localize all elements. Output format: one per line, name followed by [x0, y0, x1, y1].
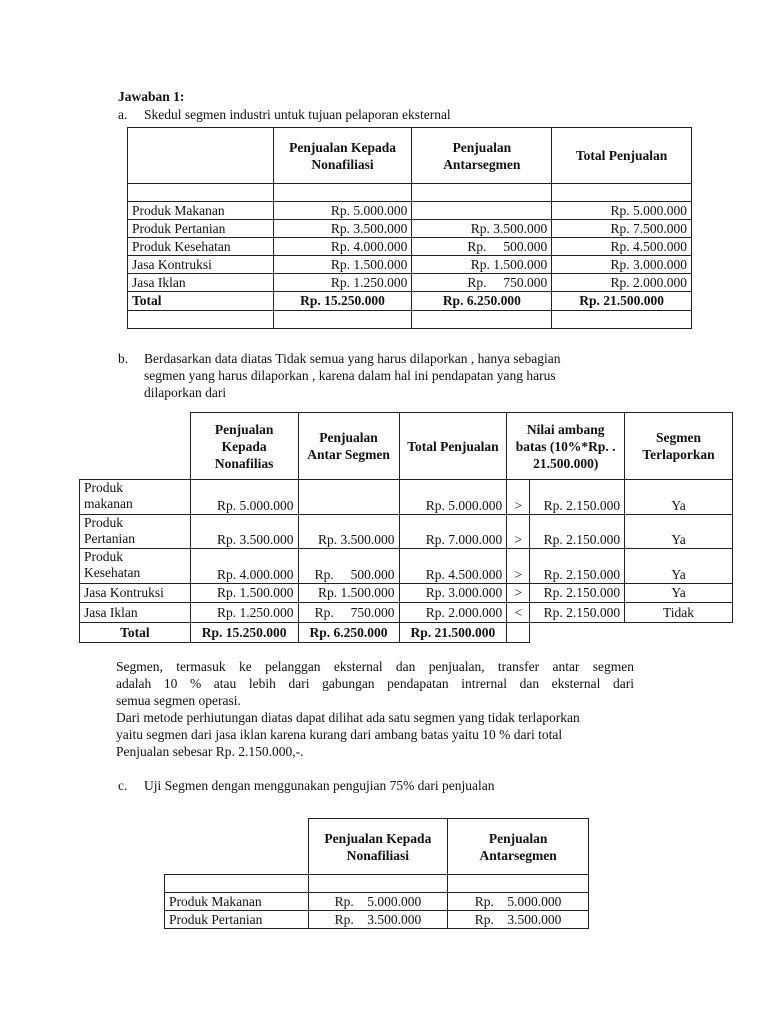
segment-schedule-table — [127, 127, 692, 329]
cell-nonaffiliate: Rp. 3.500.000 — [273, 220, 412, 238]
cell-intersegment: Rp. 750.000 — [412, 274, 552, 292]
cell-total: Rp. 3.000.000 — [399, 584, 507, 603]
cell-intersegment — [412, 202, 552, 220]
row-label: Jasa Kontruksi — [128, 256, 274, 274]
cell-comparison: > — [507, 584, 530, 603]
cell-total: Rp. 7.000.000 — [399, 515, 507, 549]
header-intersegment: Penjualan Antarsegmen — [448, 819, 589, 875]
header-total: Total Penjualan — [399, 413, 507, 480]
row-label: Produk Kesehatan — [128, 238, 274, 256]
cell-intersegment — [298, 480, 399, 515]
table-row — [80, 549, 733, 584]
cell-nonaffiliate: Rp. 1.250.000 — [273, 274, 412, 292]
paragraph-line: semua segmen operasi. — [116, 693, 241, 708]
cell-intersegment: Rp. 1.500.000 — [298, 584, 399, 603]
cell-reported: Tidak — [625, 603, 733, 623]
table-spacer-row — [165, 875, 589, 893]
total-sales: Rp. 21.500.000 — [399, 623, 507, 643]
cell-nonaffiliate: Rp. 5.000.000 — [273, 202, 412, 220]
table-total-row — [128, 292, 692, 311]
table-row — [80, 603, 733, 623]
cell-comparison: > — [507, 480, 530, 515]
table-row — [165, 911, 589, 929]
cell-threshold: Rp. 2.150.000 — [530, 584, 625, 603]
section-b-text-line: dilaporkan dari — [144, 385, 227, 400]
document-title: Jawaban 1: — [118, 89, 185, 104]
cell-reported: Ya — [625, 549, 733, 584]
header-empty-cell — [128, 128, 274, 184]
threshold-table — [79, 412, 733, 643]
table-row — [80, 515, 733, 549]
test-75-table — [164, 818, 589, 929]
row-label: Produk Pertanian — [128, 220, 274, 238]
table-header-row — [165, 819, 589, 875]
table-row — [128, 274, 692, 292]
section-a-label: a. — [118, 107, 128, 122]
cell-threshold: Rp. 2.150.000 — [530, 480, 625, 515]
cell-intersegment: Rp. 3.500.000 — [448, 911, 589, 929]
cell-intersegment: Rp. 750.000 — [298, 603, 399, 623]
cell-nonaffiliate: Rp. 5.000.000 — [190, 480, 298, 515]
table-spacer-row — [128, 184, 692, 202]
cell-total: Rp. 2.000.000 — [552, 274, 692, 292]
header-empty-cell — [80, 413, 191, 480]
row-label: Produk Kesehatan — [80, 549, 191, 584]
table-row — [165, 893, 589, 911]
header-intersegment: Penjualan Antar Segmen — [298, 413, 399, 480]
cell-total: Rp. 5.000.000 — [399, 480, 507, 515]
cell-nonaffiliate: Rp. 1.500.000 — [190, 584, 298, 603]
row-label: Jasa Iklan — [80, 603, 191, 623]
table-row — [128, 202, 692, 220]
section-b-label: b. — [118, 351, 129, 366]
paragraph-line: Dari metode perhiutungan diatas dapat dilihat ada satu segmen yang tidak terlaporkan — [116, 710, 580, 725]
cell-comparison: > — [507, 549, 530, 584]
table-row — [80, 584, 733, 603]
cell-threshold: Rp. 2.150.000 — [530, 549, 625, 584]
cell-nonaffiliate: Rp. 1.250.000 — [190, 603, 298, 623]
cell-nonaffiliate: Rp. 1.500.000 — [273, 256, 412, 274]
total-nonaffiliate: Rp. 15.250.000 — [190, 623, 298, 643]
header-intersegment: Penjualan Antarsegmen — [412, 128, 552, 184]
cell-threshold: Rp. 2.150.000 — [530, 515, 625, 549]
header-nonaffiliate: Penjualan Kepada Nonafiliasi — [273, 128, 412, 184]
header-total: Total Penjualan — [552, 128, 692, 184]
total-label: Total — [128, 292, 274, 311]
row-label: Produk Pertanian — [165, 911, 309, 929]
row-label: Produk makanan — [80, 480, 191, 515]
cell-nonaffiliate: Rp. 3.500.000 — [308, 911, 448, 929]
cell-intersegment: Rp. 500.000 — [412, 238, 552, 256]
section-b-text-line: segmen yang harus dilaporkan , karena dalam hal ini pendapatan yang harus — [144, 368, 556, 383]
paragraph-line: Segmen, termasuk ke pelanggan eksternal dan penjualan, transfer antar segmen — [116, 659, 634, 674]
table-spacer-row — [128, 311, 692, 329]
header-threshold: Nilai ambang batas (10%*Rp. . 21.500.000) — [507, 413, 625, 480]
cell-nonaffiliate: Rp. 4.000.000 — [190, 549, 298, 584]
cell-total: Rp. 4.500.000 — [552, 238, 692, 256]
cell-nonaffiliate: Rp. 5.000.000 — [308, 893, 448, 911]
cell-total: Rp. 4.500.000 — [399, 549, 507, 584]
cell-total: Rp. 5.000.000 — [552, 202, 692, 220]
row-label: Produk Makanan — [128, 202, 274, 220]
table-row — [128, 220, 692, 238]
row-label: Produk Pertanian — [80, 515, 191, 549]
total-sales: Rp. 21.500.000 — [552, 292, 692, 311]
paragraph-line: yaitu segmen dari jasa iklan karena kurang dari ambang batas yaitu 10 % dari total — [116, 727, 563, 742]
row-label: Jasa Iklan — [128, 274, 274, 292]
cell-intersegment: Rp. 5.000.000 — [448, 893, 589, 911]
table-total-row — [80, 623, 733, 643]
section-a-text: Skedul segmen industri untuk tujuan pelaporan eksternal — [144, 107, 451, 122]
cell-total: Rp. 3.000.000 — [552, 256, 692, 274]
cell-intersegment: Rp. 3.500.000 — [412, 220, 552, 238]
header-empty-cell — [165, 819, 309, 875]
cell-reported: Ya — [625, 480, 733, 515]
header-reported: Segmen Terlaporkan — [625, 413, 733, 480]
cell-reported: Ya — [625, 584, 733, 603]
cell-intersegment: Rp. 1.500.000 — [412, 256, 552, 274]
cell-intersegment: Rp. 3.500.000 — [298, 515, 399, 549]
table-row — [128, 238, 692, 256]
paragraph-line: Penjualan sebesar Rp. 2.150.000,-. — [116, 744, 304, 759]
cell-nonaffiliate: Rp. 3.500.000 — [190, 515, 298, 549]
cell-threshold: Rp. 2.150.000 — [530, 603, 625, 623]
table-row — [80, 480, 733, 515]
row-label: Produk Makanan — [165, 893, 309, 911]
header-nonaffiliate: Penjualan Kepada Nonafilias — [190, 413, 298, 480]
total-label: Total — [80, 623, 191, 643]
cell-comparison: < — [507, 603, 530, 623]
section-c-label: c. — [118, 778, 128, 793]
table-header-row — [80, 413, 733, 480]
total-intersegment: Rp. 6.250.000 — [412, 292, 552, 311]
cell-total: Rp. 2.000.000 — [399, 603, 507, 623]
section-b-text-line: Berdasarkan data diatas Tidak semua yang harus dilaporkan , hanya sebagian — [144, 351, 561, 366]
cell-comparison: > — [507, 515, 530, 549]
cell-total: Rp. 7.500.000 — [552, 220, 692, 238]
row-label: Jasa Kontruksi — [80, 584, 191, 603]
paragraph-line: adalah 10 % atau lebih dari gabungan pendapatan intrernal dan eksternal dari — [116, 676, 634, 691]
section-c-text: Uji Segmen dengan menggunakan pengujian 75% dari penjualan — [144, 778, 495, 793]
total-intersegment: Rp. 6.250.000 — [298, 623, 399, 643]
total-nonaffiliate: Rp. 15.250.000 — [273, 292, 412, 311]
cell-nonaffiliate: Rp. 4.000.000 — [273, 238, 412, 256]
table-header-row — [128, 128, 692, 184]
header-nonaffiliate: Penjualan Kepada Nonafiliasi — [308, 819, 448, 875]
cell-reported: Ya — [625, 515, 733, 549]
table-row — [128, 256, 692, 274]
cell-intersegment: Rp. 500.000 — [298, 549, 399, 584]
